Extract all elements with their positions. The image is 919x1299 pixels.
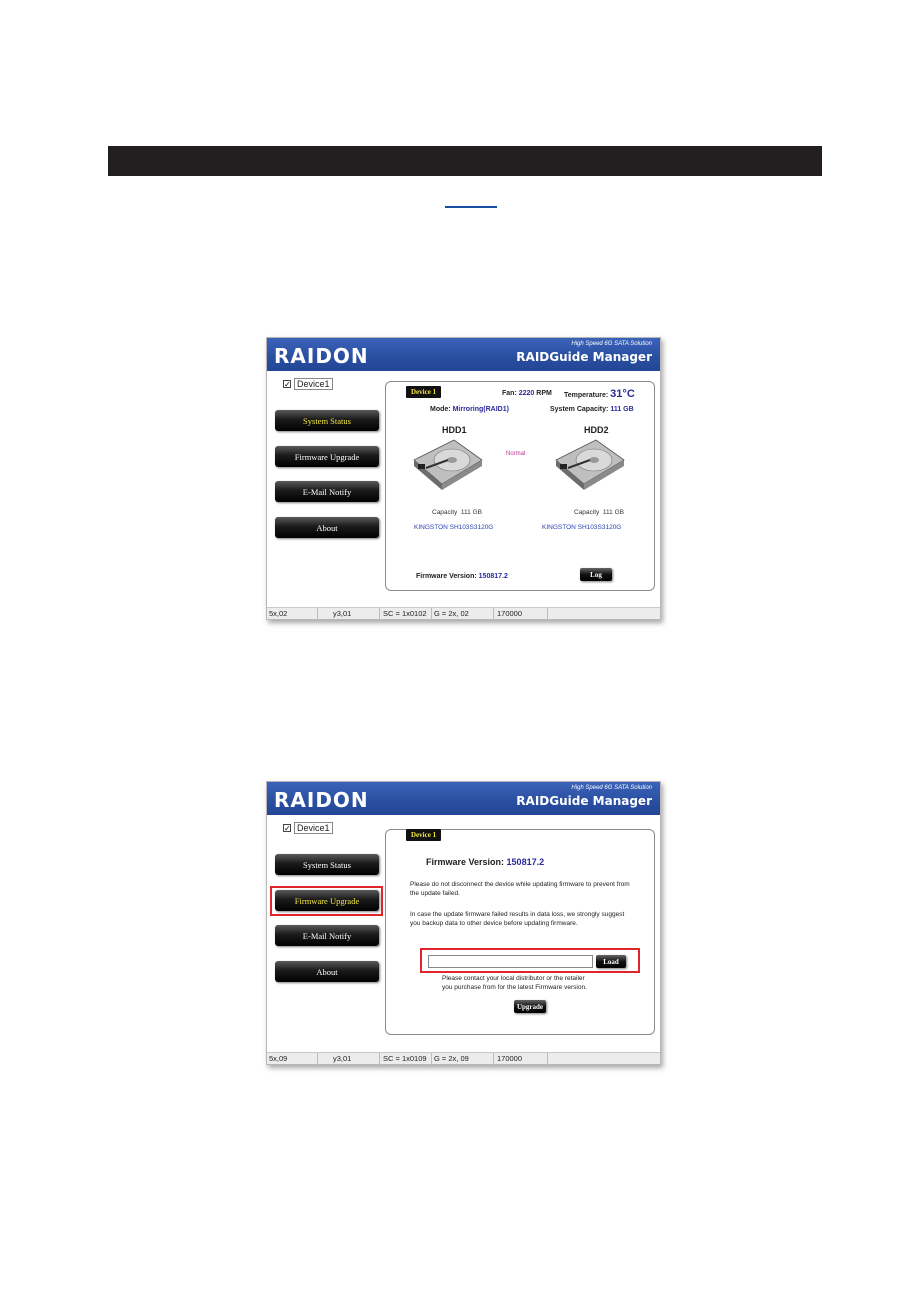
device-checkbox-label: Device1 xyxy=(294,378,333,390)
contact-note: Please contact your local distributor or the retailer you purchase from for the latest Firmware version. xyxy=(442,975,587,991)
status-bar: 5x,02 y3,01 SC = 1x0102 G = 2x, 02 170000 xyxy=(267,607,660,619)
system-capacity-readout: System Capacity: 111 GB xyxy=(550,406,634,413)
fan-readout: Fan: 2220 RPM xyxy=(502,390,552,397)
brand-logo: RAIDON xyxy=(274,788,369,812)
firmware-version-readout: Firmware Version: 150817.2 xyxy=(426,857,545,867)
upgrade-button[interactable]: Upgrade xyxy=(514,1000,546,1013)
firmware-upgrade-screenshot xyxy=(266,781,661,1065)
device-tag: Device 1 xyxy=(406,829,441,841)
nav-firmware-upgrade-button[interactable]: Firmware Upgrade xyxy=(275,890,379,911)
hard-drive-icon xyxy=(410,438,484,500)
hdd2-model: KINGSTON SH103S3120G xyxy=(542,524,622,531)
mode-readout: Mode: Mirroring(RAID1) xyxy=(430,406,509,413)
load-button[interactable]: Load xyxy=(596,955,626,968)
tagline: High Speed 6G SATA Solution xyxy=(571,785,652,791)
section-header-bar xyxy=(108,146,822,176)
device-status-panel xyxy=(385,381,655,591)
tagline: High Speed 6G SATA Solution xyxy=(571,341,652,347)
hdd1-model: KINGSTON SH103S3120G xyxy=(414,524,494,531)
device-checkbox[interactable] xyxy=(283,822,333,834)
hdd1-capacity: Capacity 111 GB xyxy=(432,509,482,516)
nav-about-button[interactable]: About xyxy=(275,517,379,538)
app-header xyxy=(267,338,660,371)
firmware-version-readout: Firmware Version: 150817.2 xyxy=(416,573,508,580)
document-link[interactable] xyxy=(445,206,497,208)
backup-warning: In case the update firmware failed results in data loss, we strongly suggest you backup data to other device before updating firmware. xyxy=(410,911,625,927)
hdd2-capacity: Capacity 111 GB xyxy=(574,509,624,516)
product-name: RAIDGuide Manager xyxy=(516,350,652,364)
device-tag: Device 1 xyxy=(406,386,441,398)
hdd1-status: Normal xyxy=(506,451,526,457)
hdd1-title: HDD1 xyxy=(442,425,467,435)
hdd2-title: HDD2 xyxy=(584,425,609,435)
highlight-box xyxy=(270,886,383,916)
nav-email-notify-button[interactable]: E-Mail Notify xyxy=(275,925,379,946)
nav-firmware-upgrade-button[interactable]: Firmware Upgrade xyxy=(275,446,379,467)
nav-about-button[interactable]: About xyxy=(275,961,379,982)
checkmark-icon: ✓ xyxy=(284,380,291,389)
highlight-box xyxy=(420,948,640,973)
temperature-readout: Temperature: 31°C xyxy=(564,388,635,400)
firmware-upgrade-panel xyxy=(385,829,655,1035)
system-status-screenshot xyxy=(266,337,661,620)
app-header xyxy=(267,782,660,815)
nav-email-notify-button[interactable]: E-Mail Notify xyxy=(275,481,379,502)
device-checkbox[interactable] xyxy=(283,378,333,390)
status-bar: 5x,09 y3,01 SC = 1x0109 G = 2x, 09 170000 xyxy=(267,1052,660,1064)
nav-system-status-button[interactable]: System Status xyxy=(275,854,379,875)
device-checkbox-label: Device1 xyxy=(294,822,333,834)
checkmark-icon: ✓ xyxy=(284,824,291,833)
brand-logo: RAIDON xyxy=(274,344,369,368)
disconnect-warning: Please do not disconnect the device while updating firmware to prevent from the update failed. xyxy=(410,881,630,897)
product-name: RAIDGuide Manager xyxy=(516,794,652,808)
log-button[interactable]: Log xyxy=(580,568,612,581)
hard-drive-icon xyxy=(552,438,626,500)
nav-system-status-button[interactable]: System Status xyxy=(275,410,379,431)
